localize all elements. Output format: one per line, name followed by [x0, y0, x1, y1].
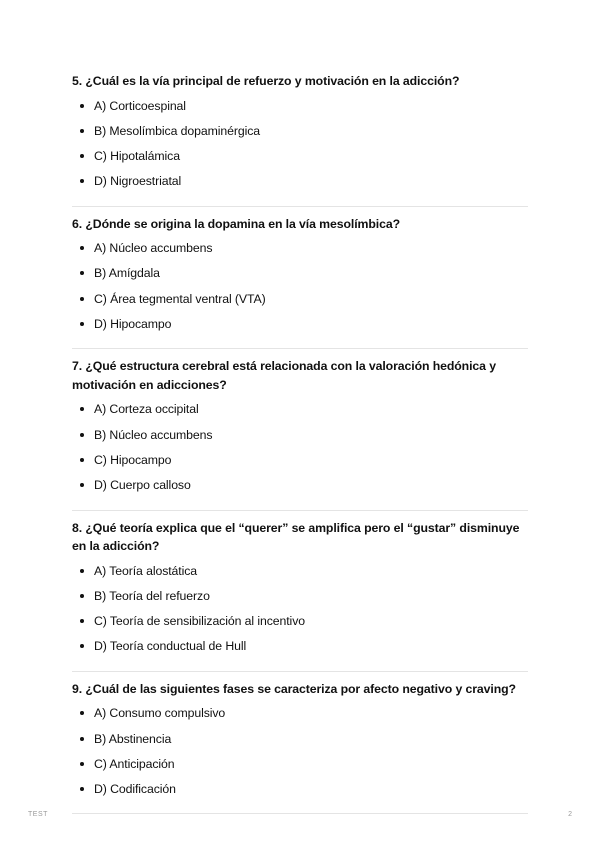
option-label: A) Consumo compulsivo	[94, 706, 226, 721]
option-a	[72, 239, 528, 264]
option-a	[72, 562, 528, 587]
bullet-icon	[80, 154, 84, 158]
bullet-icon	[80, 129, 84, 133]
option-label: C) Área tegmental ventral (VTA)	[94, 291, 266, 306]
bullet-icon	[80, 569, 84, 573]
option-d	[72, 172, 528, 197]
option-a	[72, 400, 528, 425]
option-label: D) Nigroestriatal	[94, 174, 182, 189]
option-label: C) Hipotalámica	[94, 149, 180, 164]
question-title: 8. ¿Qué teoría explica que el “querer” se amplifica pero el “gustar” disminuye en la adicción?	[72, 520, 520, 554]
option-b	[72, 426, 528, 451]
bullet-icon	[80, 271, 84, 275]
option-label: A) Corteza occipital	[94, 402, 199, 417]
bullet-icon	[80, 483, 84, 487]
option-list	[72, 97, 528, 198]
option-label: B) Amígdala	[94, 266, 160, 281]
bullet-icon	[80, 246, 84, 250]
option-c	[72, 755, 528, 780]
page-number: 2	[568, 811, 572, 818]
bullet-icon	[80, 179, 84, 183]
option-label: A) Núcleo accumbens	[94, 241, 213, 256]
bullet-icon	[80, 644, 84, 648]
option-d	[72, 476, 528, 501]
option-a	[72, 704, 528, 729]
option-label: D) Hipocampo	[94, 317, 172, 332]
option-list	[72, 239, 528, 340]
bullet-icon	[80, 619, 84, 623]
bullet-icon	[80, 433, 84, 437]
option-label: B) Teoría del refuerzo	[94, 588, 210, 603]
option-label: A) Teoría alostática	[94, 563, 198, 578]
option-b	[72, 587, 528, 612]
question-8	[72, 519, 528, 672]
bullet-icon	[80, 322, 84, 326]
option-list	[72, 400, 528, 501]
bullet-icon	[80, 594, 84, 598]
question-title: 7. ¿Qué estructura cerebral está relacionada con la valoración hedónica y motivación en adicciones?	[72, 359, 496, 392]
option-b	[72, 264, 528, 289]
option-b	[72, 122, 528, 147]
option-a	[72, 97, 528, 122]
question-5	[72, 72, 528, 207]
option-d	[72, 315, 528, 340]
option-label: D) Cuerpo calloso	[94, 478, 191, 493]
option-label: D) Codificación	[94, 782, 176, 797]
option-c	[72, 612, 528, 637]
option-label: B) Mesolímbica dopaminérgica	[94, 123, 261, 138]
question-6	[72, 215, 528, 350]
footer-label: TEST	[28, 811, 48, 818]
question-title: 9. ¿Cuál de las siguientes fases se caracteriza por afecto negativo y craving?	[72, 681, 516, 696]
option-label: D) Teoría conductual de Hull	[94, 639, 247, 654]
option-label: B) Abstinencia	[94, 731, 172, 746]
option-d	[72, 780, 528, 805]
question-title: 6. ¿Dónde se origina la dopamina en la vía mesolímbica?	[72, 216, 400, 231]
bullet-icon	[80, 458, 84, 462]
question-title: 5. ¿Cuál es la vía principal de refuerzo y motivación en la adicción?	[72, 74, 460, 88]
bullet-icon	[80, 297, 84, 301]
option-list	[72, 704, 528, 805]
option-label: C) Teoría de sensibilización al incentivo	[94, 614, 305, 629]
option-label: C) Hipocampo	[94, 452, 172, 467]
option-c	[72, 290, 528, 315]
option-d	[72, 637, 528, 662]
option-c	[72, 451, 528, 476]
bullet-icon	[80, 104, 84, 108]
bullet-icon	[80, 787, 84, 791]
option-label: C) Anticipación	[94, 756, 175, 771]
option-b	[72, 730, 528, 755]
option-list	[72, 562, 528, 663]
bullet-icon	[80, 737, 84, 741]
option-label: A) Corticoespinal	[94, 98, 186, 113]
option-c	[72, 147, 528, 172]
question-7	[72, 357, 528, 510]
question-9	[72, 680, 528, 815]
bullet-icon	[80, 407, 84, 411]
question-list	[72, 72, 528, 822]
bullet-icon	[80, 711, 84, 715]
bullet-icon	[80, 762, 84, 766]
option-label: B) Núcleo accumbens	[94, 427, 213, 442]
